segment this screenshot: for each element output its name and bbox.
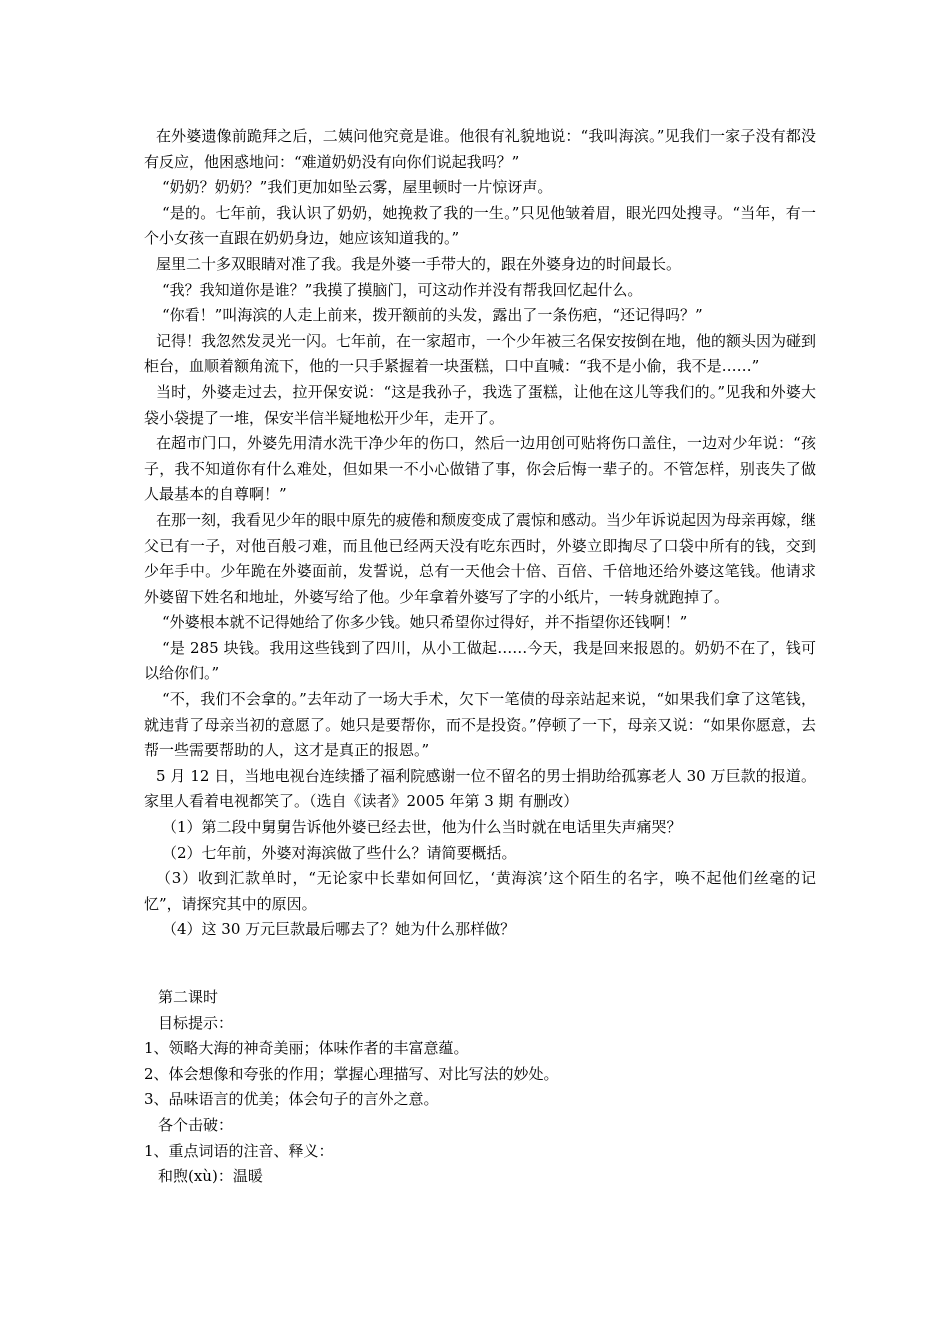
lesson-title: 第二课时 — [158, 988, 219, 1006]
question-2: （2）七年前，外婆对海滨做了些什么？请简要概括。 — [162, 843, 517, 862]
story-paragraph-2: “奶奶？奶奶？”我们更加如坠云雾，屋里顿时一片惊讶声。 — [162, 178, 553, 197]
story-paragraph-5: “我？我知道你是谁？”我摸了摸脑门，可这动作并没有帮我回忆起什么。 — [162, 280, 643, 299]
story-paragraph-7: 记得！我忽然发灵光一闪。七年前，在一家超市，一个少年被三名保安按倒在地，他的额头因为碰到柜台，血顺着额角流下，他的一只手紧握着一块蛋糕，口中直喊：“我不是小偷，我不是……” — [144, 331, 817, 376]
question-3: （3）收到汇款单时，“无论家中长辈如何回忆，‘黄海滨’这个陌生的名字，唤不起他们丝毫的记忆”，请探究其中的原因。 — [144, 869, 816, 913]
story-paragraph-13: “不，我们不会拿的。”去年动了一场大手术，欠下一笔债的母亲站起来说，“如果我们拿了这笔钱，就违背了母亲当初的意愿了。她只是要帮你，而不是投资。”停顿了一下，母亲又说：“如果你愿意，去帮一些需要帮助的人，这才是真正的报恩。” — [144, 690, 816, 760]
goal-item-2: 2、体会想像和夸张的作用；掌握心理描写、对比写法的妙处。 — [144, 1064, 559, 1083]
story-paragraph-4: 屋里二十多双眼睛对准了我。我是外婆一手带大的，跟在外婆身边的时间最长。 — [156, 254, 682, 273]
story-paragraph-10: 在那一刻，我看见少年的眼中原先的疲倦和颓废变成了震惊和感动。当少年诉说起因为母亲再嫁，继父已有一子，对他百般刁难，而且他已经两天没有吃东西时，外婆立即掏尽了口袋中所有的钱，交到少年手中。少年跪在外婆面前，发誓说，总有一天他会十倍、百倍、千倍地还给外婆这笔钱。他请求外婆留下姓名和地址，外婆写给了他。少年拿着外婆写了字的小纸片，一转身就跑掉了。 — [144, 510, 817, 606]
goal-item-1: 1、领略大海的神奇美丽；体味作者的丰富意蕴。 — [144, 1039, 469, 1058]
story-paragraph-1: 在外婆遗像前跪拜之后，二姨问他究竟是谁。他很有礼貌地说：“我叫海滨。”见我们一家子没有都没有反应，他困惑地问：“难道奶奶没有向你们说起我吗？” — [144, 127, 816, 171]
story-paragraph-9: 在超市门口，外婆先用清水洗干净少年的伤口，然后一边用创可贴将伤口盖住，一边对少年说：“孩子，我不知道你有什么难处，但如果一不小心做错了事，你会后悔一辈子的。不管怎样，别丧失了做人最基本的自尊啊！” — [144, 434, 816, 504]
breakthrough-heading: 各个击破： — [158, 1115, 234, 1134]
document-page — [144, 124, 816, 1190]
question-4: （4）这 30 万元巨款最后哪去了？她为什么那样做？ — [162, 920, 516, 939]
story-paragraph-14: 5 月 12 日，当地电视台连续播了福利院感谢一位不留名的男士捐助给孤寡老人 30 万巨款的报道。家里人看着电视都笑了。（选自《读者》2005 年第 3 期 有删改） — [144, 766, 816, 811]
story-paragraph-12: “是 285 块钱。我用这些钱到了四川，从小工做起……今天，我是回来报恩的。奶奶不在了，钱可以给你们。” — [144, 638, 816, 683]
goals-heading: 目标提示： — [158, 1013, 234, 1032]
vocab-heading: 1、重点词语的注音、释义： — [144, 1141, 334, 1160]
story-paragraph-11: “外婆根本就不记得她给了你多少钱。她只希望你过得好，并不指望你还钱啊！” — [162, 613, 688, 632]
section-gap — [144, 943, 816, 985]
story-paragraph-8: 当时，外婆走过去，拉开保安说：“这是我孙子，我选了蛋糕，让他在这儿等我们的。”见我和外婆大袋小袋提了一堆，保安半信半疑地松开少年，走开了。 — [144, 382, 816, 427]
question-1: （1）第二段中舅舅告诉他外婆已经去世，他为什么当时就在电话里失声痛哭？ — [162, 818, 682, 837]
story-paragraph-6: “你看！”叫海滨的人走上前来，拨开额前的头发，露出了一条伤疤，“还记得吗？” — [162, 306, 703, 325]
goal-item-3: 3、品味语言的优美；体会句子的言外之意。 — [144, 1090, 439, 1109]
vocab-item: 和煦(xù)：温暖 — [158, 1167, 263, 1186]
story-paragraph-3: “是的。七年前，我认识了奶奶，她挽救了我的一生。”只见他皱着眉，眼光四处搜寻。“当年，有一个小女孩一直跟在奶奶身边，她应该知道我的。” — [144, 203, 816, 248]
